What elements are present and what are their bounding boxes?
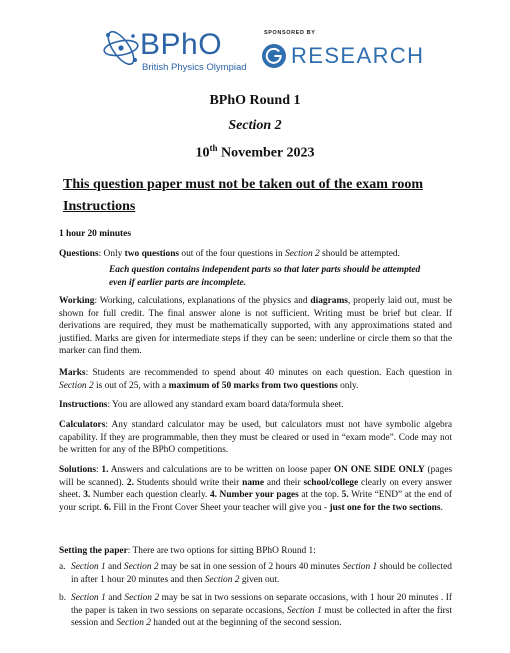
- setting-paragraph: Setting the paper: There are two options for sitting BPhO Round 1:: [59, 546, 316, 556]
- solutions-label: Solutions: [59, 465, 96, 475]
- sponsor-logo: [262, 30, 425, 76]
- bpho-logo-subtitle: British Physics Olympiad: [142, 62, 247, 73]
- sponsored-by-label: SPONSORED BY: [264, 30, 316, 36]
- independent-parts-note: Each question contains independent parts so that later parts should be attempted even if earlier parts are incomplete.: [109, 265, 421, 288]
- questions-label: Questions: [59, 249, 99, 259]
- instructions-label: Instructions: [59, 400, 108, 410]
- instructions-heading: Instructions: [63, 199, 136, 214]
- duration: 1 hour 20 minutes: [59, 229, 131, 239]
- option-b: [59, 592, 452, 630]
- questions-paragraph: Questions: Only two questions out of the four questions in Section 2 should be attempted.: [59, 249, 400, 259]
- date-day: 10: [195, 145, 210, 161]
- date-rest: November 2023: [217, 145, 315, 161]
- calculators-paragraph: Calculators: Any standard calculator may be used, but calculators must not have symbolic algebra capability. If they are programmable, then they must be cleared or used in “exam mode”. Code may not be written for any of the BPhO competitions.: [59, 420, 452, 456]
- option-b-label: b.: [59, 593, 67, 603]
- g-research-icon: [262, 44, 286, 68]
- calculators-label: Calculators: [59, 420, 106, 430]
- atom-icon: [100, 24, 142, 72]
- solutions-paragraph: Solutions: 1. Answers and calculations are to be written on loose paper ON ONE SIDE ONLY (pages will be scanned). 2. Students should write their name and their school/college clearly on every answer sheet. 3. Number each question clearly. 4. Number your pages at the top. 5. Write “END” at the end of your script. 6. Fill in the Front Cover Sheet your teacher will give you - just one for the two sections.: [59, 465, 453, 513]
- option-a: [59, 561, 452, 586]
- option-a-label: a.: [59, 562, 66, 572]
- option-a-text: Section 1 and Section 2 may be sat in one session of 2 hours 40 minutes Section 1 should be collected in after 1 hour 20 minutes and then Section 2 given out.: [71, 562, 452, 585]
- marks-label: Marks: [59, 368, 86, 378]
- working-label: Working: [59, 296, 95, 306]
- instructions-paragraph: Instructions: You are allowed any standard exam board data/formula sheet.: [59, 400, 344, 410]
- working-paragraph: Working: Working, calculations, explanations of the physics and diagrams, properly laid out, must be shown for full credit. The final answer alone is not sufficient. Writing must be brief but clear. If derivations are required, they must be mathematically supported, with any approximations stated and justified. Marks are given for intermediate steps if they can be seen: underline or circle them so that the marker can find them.: [59, 296, 452, 357]
- round-title: BPhO Round 1: [209, 93, 301, 108]
- sponsor-name: RESEARCH: [291, 43, 425, 68]
- section-title: Section 2: [228, 118, 282, 133]
- setting-label: Setting the paper: [59, 546, 128, 556]
- bpho-logo-text: BPhO: [140, 28, 223, 61]
- exam-date: [0, 143, 510, 162]
- exam-room-warning: This question paper must not be taken out of the exam room: [63, 177, 424, 192]
- date-suffix: th: [209, 143, 218, 153]
- bpho-logo: [100, 24, 250, 80]
- marks-paragraph: Marks: Students are recommended to spend about 40 minutes on each question. Each question in Section 2 is out of 25, with a maximum of 50 marks from two questions only.: [59, 368, 452, 391]
- option-b-text: Section 1 and Section 2 may be sat in two sessions on separate occasions, with 1 hour 20 minutes . If the paper is taken in two sessions on separate occasions, Section 1 must be collected in after the first session and Section 2 handed out at the beginning of the second session.: [71, 593, 452, 629]
